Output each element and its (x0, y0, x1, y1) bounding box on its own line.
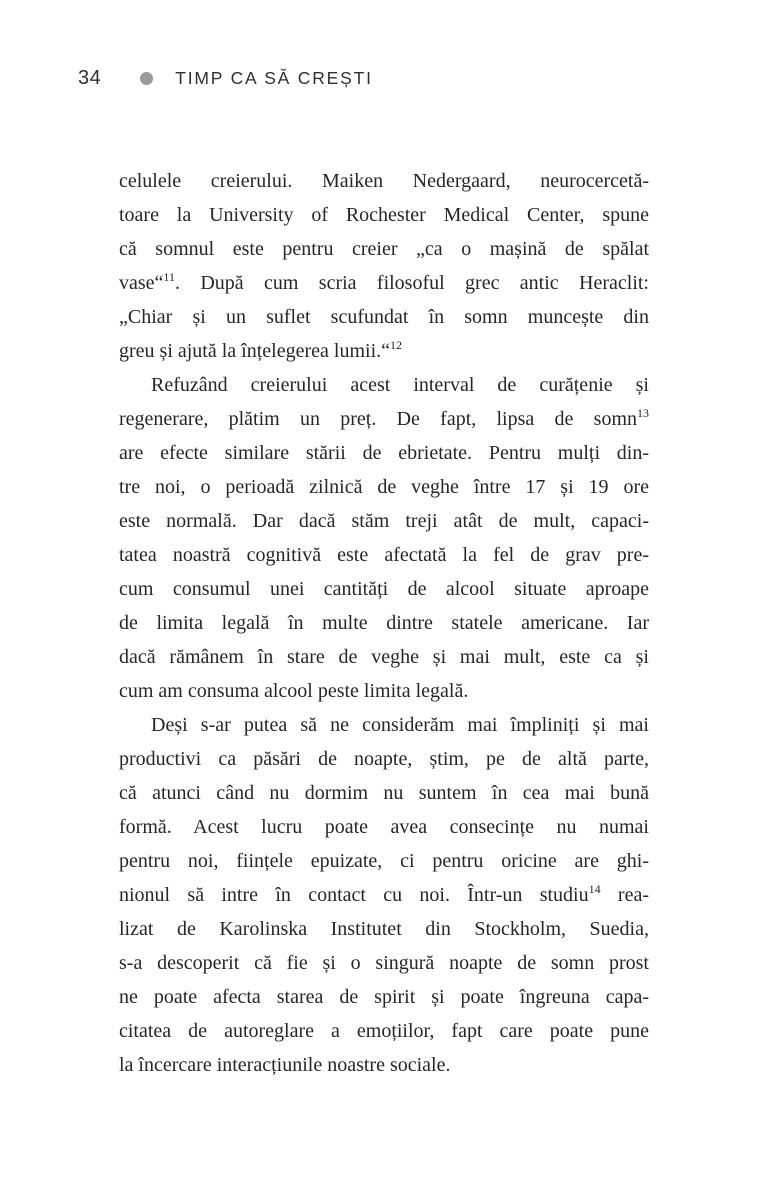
page-header (78, 64, 373, 92)
text-segment: celulele creierului. Maiken Nedergaard, neurocercetă- (119, 170, 649, 192)
text-segment: este normală. Dar dacă stăm treji atât de mult, capaci- (119, 510, 649, 532)
text-line (119, 300, 649, 334)
text-segment: greu și ajută la înțelegerea lumii.“ (119, 340, 390, 362)
text-line (119, 810, 649, 844)
text-line (119, 334, 649, 368)
text-segment: nionul să intre în contact cu noi. Într-un studiu (119, 884, 589, 906)
footnote-reference: 14 (588, 882, 601, 896)
text-segment: are efecte similare stării de ebrietate. Pentru mulți din- (119, 442, 649, 464)
text-line (119, 878, 649, 912)
text-line (119, 402, 649, 436)
text-segment: vase“ (119, 272, 164, 294)
text-segment: „Chiar și un suflet scufundat în somn muncește din (119, 306, 649, 328)
text-line (119, 470, 649, 504)
text-line (119, 606, 649, 640)
text-line (119, 708, 649, 742)
text-segment: productivi ca păsări de noapte, știm, pe de altă parte, (119, 748, 649, 770)
text-line (119, 436, 649, 470)
paragraph (119, 164, 649, 368)
footnote-reference: 12 (390, 338, 402, 352)
text-segment: s-a descoperit că fie și o singură noapte de somn prost (119, 952, 649, 974)
text-segment: tre noi, o perioadă zilnică de veghe între 17 și 19 ore (119, 476, 649, 498)
text-segment: Deși s-ar putea să ne considerăm mai împliniți și mai (151, 714, 649, 736)
text-segment: pentru noi, ființele epuizate, ci pentru oricine are ghi- (119, 850, 649, 872)
text-line (119, 368, 649, 402)
text-line (119, 946, 649, 980)
text-segment: la încercare interacțiunile noastre sociale. (119, 1054, 451, 1076)
text-segment: cum am consuma alcool peste limita legală. (119, 680, 469, 702)
text-segment: toare la University of Rochester Medical Center, spune (119, 204, 649, 226)
paragraph (119, 368, 649, 708)
text-segment: că atunci când nu dormim nu suntem în cea mai bună (119, 782, 649, 804)
text-line (119, 640, 649, 674)
text-segment: rea- (600, 884, 649, 906)
text-line (119, 1048, 649, 1082)
footnote-reference: 13 (637, 406, 649, 420)
text-line (119, 776, 649, 810)
text-segment: regenerare, plătim un preț. De fapt, lipsa de somn (119, 408, 637, 430)
text-line (119, 504, 649, 538)
text-segment: Refuzând creierului acest interval de curățenie și (151, 374, 649, 396)
text-line (119, 266, 649, 300)
bullet-separator-icon (140, 72, 153, 85)
text-segment: dacă rămânem în stare de veghe și mai mult, este ca și (119, 646, 649, 668)
paragraph (119, 708, 649, 1082)
footnote-reference: 11 (163, 270, 175, 284)
text-segment: ne poate afecta starea de spirit și poate îngreuna capa- (119, 986, 649, 1008)
text-line (119, 164, 649, 198)
text-segment: lizat de Karolinska Institutet din Stockholm, Suedia, (119, 918, 649, 940)
text-line (119, 198, 649, 232)
text-line (119, 844, 649, 878)
text-line (119, 742, 649, 776)
text-segment: că somnul este pentru creier „ca o mașină de spălat (119, 238, 649, 260)
text-segment: cum consumul unei cantități de alcool situate aproape (119, 578, 649, 600)
text-line (119, 572, 649, 606)
text-line (119, 674, 649, 708)
text-segment: tatea noastră cognitivă este afectată la fel de grav pre- (119, 544, 649, 566)
text-line (119, 912, 649, 946)
text-line (119, 980, 649, 1014)
text-segment: . După cum scria filosoful grec antic Heraclit: (174, 272, 649, 294)
body-text (119, 164, 649, 1082)
text-line (119, 538, 649, 572)
text-segment: de limita legală în multe dintre statele americane. Iar (119, 612, 649, 634)
text-line (119, 1014, 649, 1048)
text-line (119, 232, 649, 266)
page-number: 34 (78, 66, 102, 89)
running-title: TIMP CA SĂ CREȘTI (175, 67, 373, 88)
text-segment: formă. Acest lucru poate avea consecințe nu numai (119, 816, 649, 838)
text-segment: citatea de autoreglare a emoțiilor, fapt care poate pune (119, 1020, 649, 1042)
